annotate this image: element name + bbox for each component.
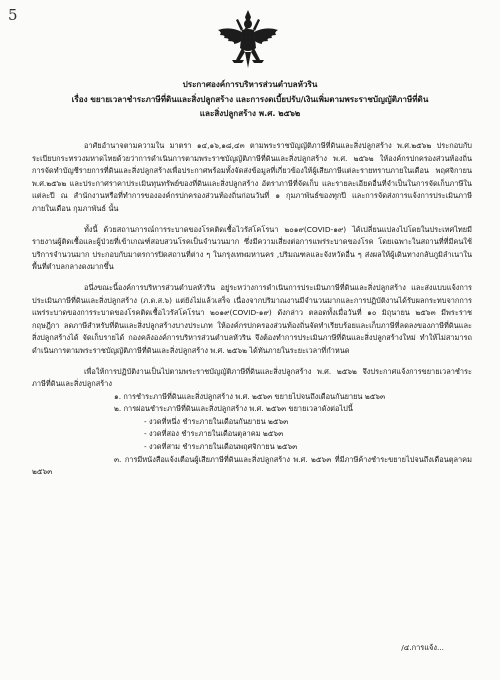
organization-title: ประกาศองค์การบริหารส่วนตำบลหัวริน bbox=[182, 79, 318, 89]
document-body bbox=[32, 140, 472, 479]
installment-1: - งวดที่หนึ่ง ชำระภายในเดือนกันยายน ๒๕๖๓ bbox=[144, 416, 289, 426]
installment-3: - งวดที่สาม ชำระภายในเดือนพฤศจิกายน ๒๕๖๓ bbox=[144, 442, 298, 452]
list-item-2: ๒. การผ่อนชำระภาษีที่ดินและสิ่งปลูกสร้าง พ.ศ. ๒๕๖๓ ขยายเวลาดังต่อไปนี้ bbox=[114, 404, 353, 414]
subject-line-2: และสิ่งปลูกสร้าง พ.ศ. ๒๕๖๒ bbox=[199, 108, 301, 118]
handwritten-mark: 5 bbox=[8, 6, 18, 24]
subject-line-1: เรื่อง ขยายเวลาชำระภาษีที่ดินและสิ่งปลูกสร้าง และการงดเบี้ยปรับ/เงินเพิ่มตามพระราชบัญญัติภาษีที่ดิน bbox=[71, 94, 429, 104]
installment-2: - งวดที่สอง ชำระภายในเดือนตุลาคม ๒๕๖๓ bbox=[144, 429, 284, 439]
paragraph-3: อนึ่งขณะนี้องค์การบริหารส่วนตำบลหัวริน อยู่ระหว่างการดำเนินการประเมินภาษีที่ดินและสิ่งปลูกสร้าง และส่งแบบแจ้งการประเมินภาษีที่ดินและสิ่งปลูกสร้าง (ภ.ด.ส.๖) แต่ยังไม่แล้วเสร็จ เนื่องจากปริมาณงานมีจำนวนมากและการปฏิบัติงานได้รับผลกระทบจากการแพร่ระบาดของการระบาดของโรคติดเชื้อไวรัสโคโรนา ๒๐๑๙(COVID-๑๙) ดังกล่าว ตลอดทั้งเมื่อวันที่ ๑๐ มิถุนายน ๒๕๖๓ มีพระราชกฤษฎีกา ลดภาษีสำหรับที่ดินและสิ่งปลูกสร้างบางประเภท ให้องค์กรปกครองส่วนท้องถิ่นจัดทำเรียบร้อยและเก็บภาษีที่ลดลงของภาษีที่ดินและสิ่งปลูกสร้างได้ จัดเก็บรายได้ กองคลังองค์การบริหารส่วนตำบลหัวริน จึงต้องทำการประเมินภาษีที่ดินและสิ่งปลูกสร้างใหม่ ทำให้ไม่สามารถดำเนินการตามพระราชบัญญัติภาษีที่ดินและสิ่งปลูกสร้าง พ.ศ. ๒๕๖๒ ได้ทันภายในระยะเวลาที่กำหนด bbox=[32, 282, 472, 355]
list-item-3: ๓. การมีหนังสือแจ้งเตือนผู้เสียภาษีที่ดินและสิ่งปลูกสร้าง พ.ศ. ๒๕๖๓ ที่มีภาษีค้างชำระขยายไปจนถึงเดือนตุลาคม ๒๕๖๓ bbox=[32, 454, 472, 477]
list-item-1: ๑. การชำระภาษีที่ดินและสิ่งปลูกสร้าง พ.ศ. ๒๕๖๓ ขยายไปจนถึงเดือนกันยายน ๒๕๖๓ bbox=[114, 391, 386, 401]
paragraph-2: ทั้งนี้ ด้วยสถานการณ์การระบาดของโรคติดเชื้อไวรัสโคโรนา ๒๐๑๙(COVID-๑๙) ได้เปลี่ยนแปลงไปโดยในประเทศไทยมีรายงานผู้ติดเชื้อและผู้ป่วยที่เข้าเกณฑ์สอบสวนโรคเป็นจำนวนมาก ซึ่งมีความเสี่ยงต่อการแพร่ระบาดของโรค โดยเฉพาะในสถานที่ที่มีคนใช้บริการจำนวนมาก ประกอบกับมาตรการปิดสถานที่ต่าง ๆ ในกรุงเทพมหานคร ,ปริมณฑลและจังหวัดอื่น ๆ ส่งผลให้ผู้เดินทางกลับภูมิลำเนาในพื้นที่ตำบลกลางดงมากขึ้น bbox=[32, 224, 472, 272]
garuda-emblem-icon bbox=[212, 8, 284, 74]
paragraph-1: อาศัยอำนาจตามความใน มาตรา ๑๔,๑๖,๑๘,๔๓ ตามพระราชบัญญัติภาษีที่ดินและสิ่งปลูกสร้าง พ.ศ.๒๕๖๒ ประกอบกับระเบียบกระทรวงมหาดไทยด้วยว่าการดำเนินการตามพระราชบัญญัติภาษีที่ดินและสิ่งปลูกสร้าง พ.ศ. ๒๕๖๒ ให้องค์กรปกครองส่วนท้องถิ่นการจัดทำบัญชีรายการที่ดินและสิ่งปลูกสร้างเพื่อประกาศพร้อมทั้งจัดส่งข้อมูลที่เกี่ยวข้องให้ผู้เสียภาษีแต่ละรายทราบภายในเดือน พฤศจิกายน พ.ศ.๒๕๖๒ และประกาศราคาประเมินทุนทรัพย์ของที่ดินและสิ่งปลูกสร้าง อัตราภาษีที่จัดเก็บ และรายละเอียดอื่นที่จำเป็นในการจัดเก็บภาษีในแต่ละปี ณ สำนักงานหรือที่ทำการขององค์กรปกครองส่วนท้องถิ่นก่อนวันที่ ๑ กุมภาพันธ์ของทุกปี และการจัดส่งการแจ้งการประเมินภาษีภายในเดือน กุมภาพันธ์ นั้น bbox=[32, 141, 472, 213]
paragraph-4: เพื่อให้การปฏิบัติงานเป็นไปตามพระราชบัญญัติภาษีที่ดินและสิ่งปลูกสร้าง พ.ศ. ๒๕๖๒ จึงประกาศแจ้งการขยายเวลาชำระภาษีที่ดินและสิ่งปลูกสร้าง bbox=[32, 366, 472, 389]
page-continuation: /๔.การแจ้ง... bbox=[401, 643, 444, 652]
